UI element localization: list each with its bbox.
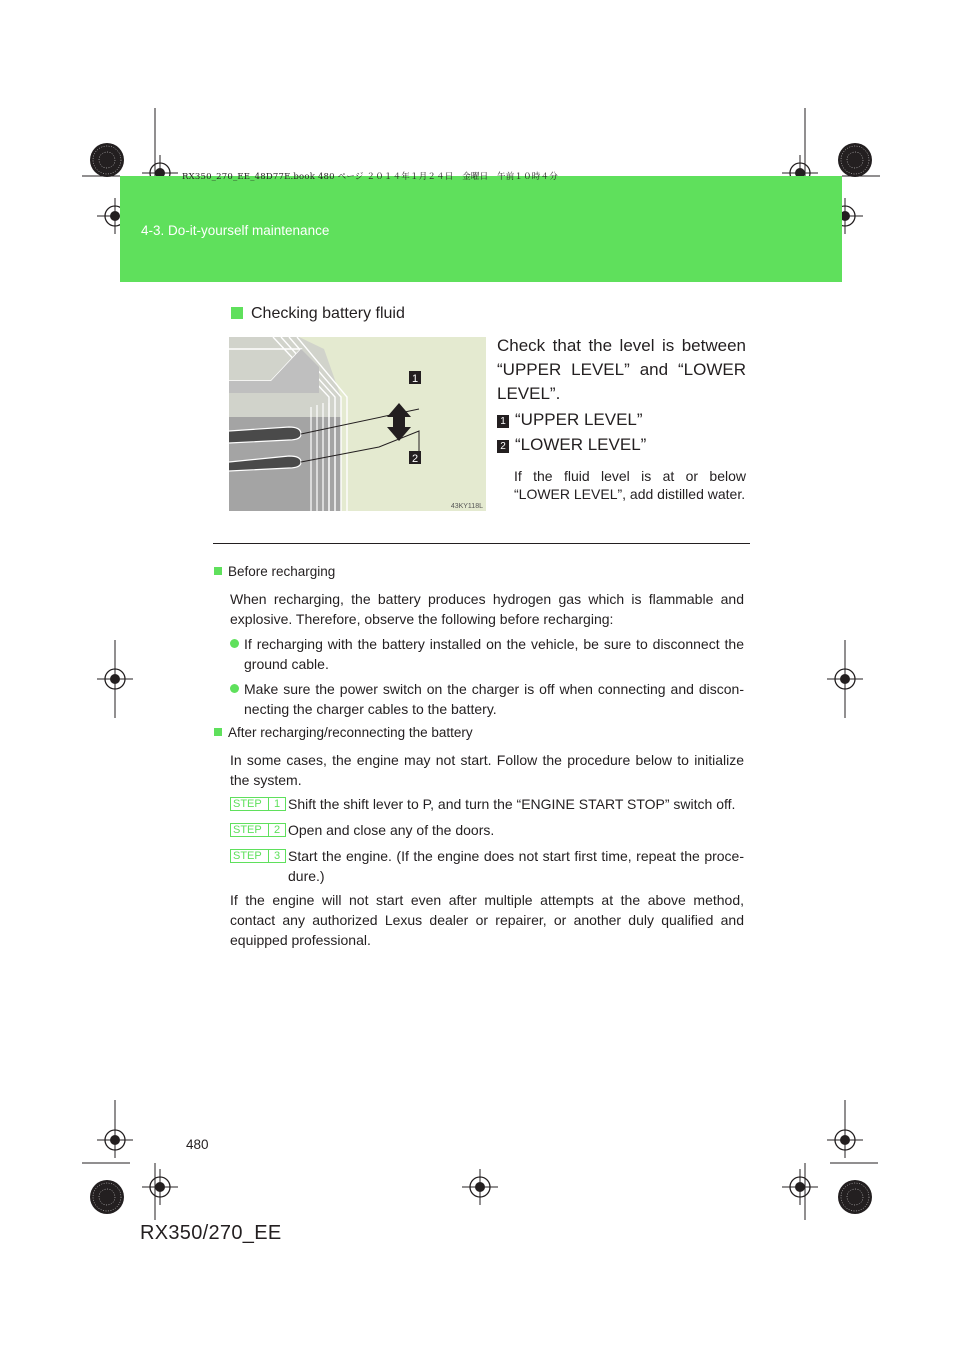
step-text: Start the engine. (If the engine does not start first time, repeat the proce-dure.) xyxy=(288,848,744,884)
subheading-before-recharging xyxy=(214,564,335,579)
paragraph: In some cases, the engine may not start. Follow the procedure below to initialize the system. xyxy=(230,752,744,788)
note-text: If the fluid level is at or below “LOWER LEVEL”, add distilled water. xyxy=(514,468,746,502)
step-2-badge xyxy=(230,823,286,842)
subheading-square-icon xyxy=(214,728,222,736)
subheading-square-icon xyxy=(214,567,222,575)
closing-paragraph: If the engine will not start even after multiple attempts at the above method, contact any authorized Lexus dealer or repairer, or another duly qualified and equipped professional. xyxy=(230,892,744,948)
step-word: STEP xyxy=(233,798,262,810)
subheading-text: Before recharging xyxy=(228,564,336,579)
heading-square-icon xyxy=(231,307,243,319)
step-number: 2 xyxy=(268,823,285,837)
step-word: STEP xyxy=(233,850,262,862)
bullet-item xyxy=(230,634,744,674)
step-3-badge xyxy=(230,849,286,868)
number-2-icon: 2 xyxy=(497,440,509,453)
section-heading xyxy=(231,305,405,323)
bullet-text: Make sure the power switch on the charger is off when connecting and discon-necting the charger cables to the battery. xyxy=(244,681,744,717)
model-code: RX350/270_EE xyxy=(140,1222,282,1244)
paragraph: When recharging, the battery produces hydrogen gas which is flammable and explosive. Therefore, observe the following before recharging: xyxy=(230,591,744,627)
bullet-text: If recharging with the battery installed on the vehicle, be sure to disconnect the ground cable. xyxy=(244,636,744,672)
main-instruction: Check that the level is between “UPPER LEVEL” and “LOWER LEVEL”. xyxy=(497,336,746,403)
diagram-callout-2: 2 xyxy=(411,453,419,465)
section-heading-text: Checking battery fluid xyxy=(251,305,405,322)
list-item-label: “LOWER LEVEL” xyxy=(515,435,647,454)
bullet-item xyxy=(230,679,744,719)
diagram-code: 43KY118L xyxy=(450,503,483,510)
bullet-icon xyxy=(230,639,239,648)
step-number: 3 xyxy=(268,849,285,863)
list-item xyxy=(497,433,646,457)
step-number: 1 xyxy=(268,797,285,811)
section-label: 4-3. Do-it-yourself maintenance xyxy=(141,223,330,238)
battery-diagram xyxy=(229,337,486,511)
bullet-icon xyxy=(230,684,239,693)
step-text: Shift the shift lever to P, and turn the “ENGINE START STOP” switch off. xyxy=(288,796,736,812)
divider xyxy=(213,543,750,544)
list-item xyxy=(497,408,643,432)
number-1-icon: 1 xyxy=(497,415,509,428)
step-text: Open and close any of the doors. xyxy=(288,822,495,838)
page-number: 480 xyxy=(186,1137,209,1152)
step-1-badge xyxy=(230,797,286,816)
subheading-after-recharging xyxy=(214,725,473,740)
step-word: STEP xyxy=(233,824,262,836)
list-item-label: “UPPER LEVEL” xyxy=(515,410,643,429)
print-info: RX350_270_EE_48D77E.book 480 ページ ２０１４年１月２４日 金曜日 午前１０時４分 xyxy=(182,172,558,182)
diagram-callout-1: 1 xyxy=(411,373,419,385)
subheading-text: After recharging/reconnecting the battery xyxy=(228,725,473,740)
